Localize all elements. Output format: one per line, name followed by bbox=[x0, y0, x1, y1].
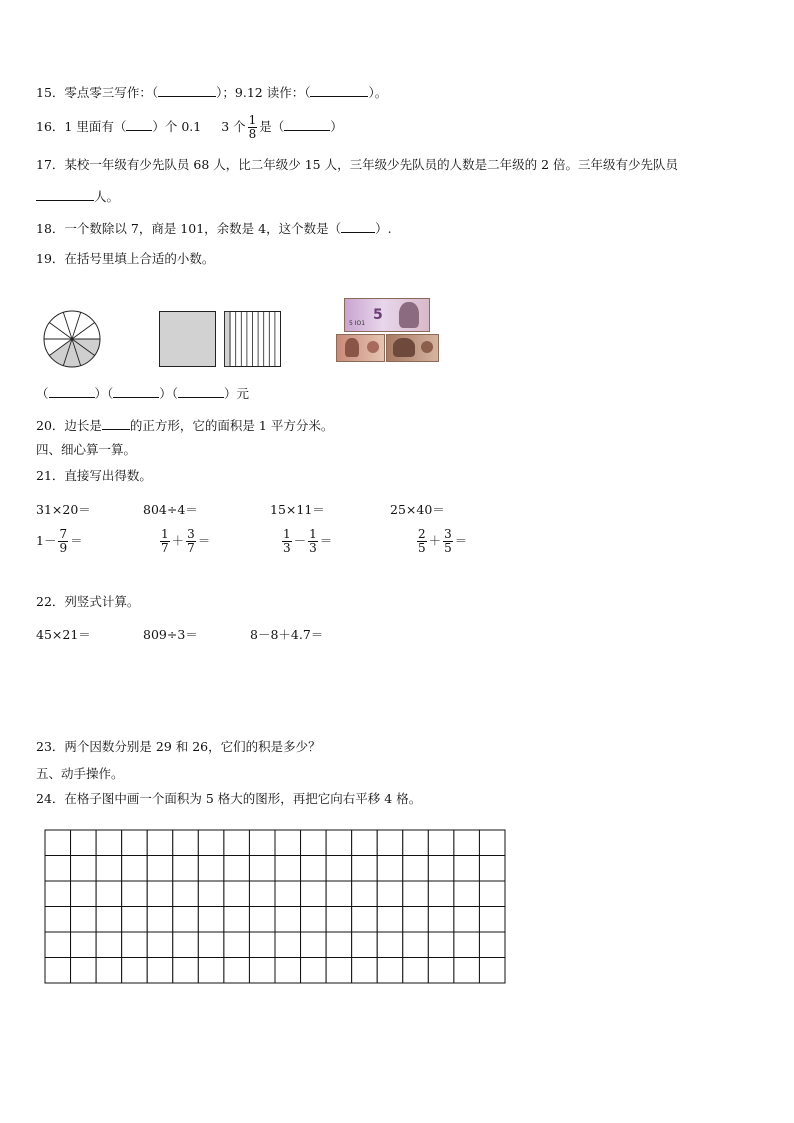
calc-item: 804÷4＝ bbox=[143, 502, 198, 517]
grid-cell[interactable] bbox=[479, 932, 505, 958]
grid-cell[interactable] bbox=[45, 907, 71, 933]
section-heading: 五、动手操作。 bbox=[36, 766, 124, 781]
grid-cell[interactable] bbox=[224, 907, 250, 933]
grid-cell[interactable] bbox=[71, 958, 97, 984]
calc-text: － bbox=[293, 533, 307, 548]
question-text: 零点零三写作：（ bbox=[64, 85, 159, 100]
grid-cell[interactable] bbox=[45, 881, 71, 907]
question-text: 人。 bbox=[94, 189, 120, 204]
fraction bbox=[443, 528, 453, 555]
grid-cell[interactable] bbox=[479, 958, 505, 984]
grid-cell[interactable] bbox=[122, 958, 148, 984]
grid-cell[interactable] bbox=[275, 907, 301, 933]
question-text: ）；9.12 读作：（ bbox=[216, 85, 311, 100]
bracket-text: ）（ bbox=[94, 386, 114, 401]
question-text: 在格子图中画一个面积为 5 格大的图形，再把它向右平移 4 格。 bbox=[64, 791, 422, 806]
portrait-icon bbox=[399, 302, 419, 328]
fraction-calc-item bbox=[415, 527, 467, 555]
grid-cell[interactable] bbox=[454, 958, 480, 984]
calc-text: ＝ bbox=[319, 533, 333, 548]
question-22 bbox=[36, 594, 139, 610]
calc-item: 45×21＝ bbox=[36, 627, 91, 642]
banknote-emblem-icon bbox=[367, 341, 379, 353]
grid-cell[interactable] bbox=[249, 932, 275, 958]
banknote-serial: 5 IO1 bbox=[349, 320, 366, 327]
portrait-icon bbox=[393, 338, 415, 357]
grid-cell[interactable] bbox=[326, 958, 352, 984]
grid-cell[interactable] bbox=[301, 830, 327, 856]
grid-cell[interactable] bbox=[479, 856, 505, 882]
question-text: 列竖式计算。 bbox=[64, 594, 140, 609]
banknote-5-yuan bbox=[344, 298, 430, 332]
grid-cell[interactable] bbox=[96, 830, 122, 856]
grid-cell[interactable] bbox=[352, 830, 378, 856]
grid-cell[interactable] bbox=[428, 958, 454, 984]
grid-cell[interactable] bbox=[147, 907, 173, 933]
grid-cell[interactable] bbox=[454, 932, 480, 958]
question-20 bbox=[36, 417, 333, 434]
grid-cell[interactable] bbox=[275, 932, 301, 958]
question-number: 16． bbox=[36, 119, 65, 134]
fraction-denominator: 3 bbox=[309, 541, 317, 555]
answer-blank[interactable] bbox=[126, 118, 152, 131]
grid-cell[interactable] bbox=[71, 830, 97, 856]
grid-cell[interactable] bbox=[173, 907, 199, 933]
question-15 bbox=[36, 84, 387, 101]
fraction-numerator: 3 bbox=[444, 527, 452, 541]
question-number: 20． bbox=[36, 418, 65, 433]
grid-cell[interactable] bbox=[198, 881, 224, 907]
question-text: ）个 0.1 bbox=[152, 119, 202, 134]
grid-cell[interactable] bbox=[173, 881, 199, 907]
fraction-denominator: 5 bbox=[418, 541, 426, 555]
grid-cell[interactable] bbox=[377, 932, 403, 958]
grid-cell[interactable] bbox=[147, 958, 173, 984]
answer-blank[interactable] bbox=[178, 385, 224, 398]
fraction-calc-item bbox=[36, 527, 83, 555]
grid-cell[interactable] bbox=[198, 830, 224, 856]
question-number: 18． bbox=[36, 221, 65, 236]
question-text: 1 里面有（ bbox=[64, 119, 127, 134]
grid-cell[interactable] bbox=[45, 830, 71, 856]
grid-cell[interactable] bbox=[377, 856, 403, 882]
fraction-denominator: 7 bbox=[187, 541, 195, 555]
grid-cell[interactable] bbox=[326, 907, 352, 933]
question-text: 是（ bbox=[259, 119, 285, 134]
fraction-calc-item bbox=[280, 527, 332, 555]
grid-cell[interactable] bbox=[301, 907, 327, 933]
fraction-numerator: 7 bbox=[59, 527, 68, 541]
question-text: 的正方形，它的面积是 1 平方分米。 bbox=[129, 418, 334, 433]
grid-cell[interactable] bbox=[352, 856, 378, 882]
grid-cell[interactable] bbox=[326, 830, 352, 856]
fraction-numerator: 1 bbox=[309, 527, 317, 541]
grid-cell[interactable] bbox=[428, 856, 454, 882]
grid-cell[interactable] bbox=[377, 958, 403, 984]
question-text: 一个数除以 7，商是 101，余数是 4，这个数是（ bbox=[64, 221, 342, 236]
grid-cell[interactable] bbox=[198, 907, 224, 933]
grid-cell[interactable] bbox=[301, 958, 327, 984]
grid-cell[interactable] bbox=[326, 932, 352, 958]
grid-cell[interactable] bbox=[403, 932, 429, 958]
grid-cell[interactable] bbox=[275, 881, 301, 907]
grid-cell[interactable] bbox=[454, 907, 480, 933]
fraction-denominator: 9 bbox=[59, 541, 68, 555]
question-text: ）. bbox=[375, 221, 392, 236]
grid-cell[interactable] bbox=[301, 881, 327, 907]
grid-cell[interactable] bbox=[198, 932, 224, 958]
question-number: 15． bbox=[36, 85, 65, 100]
grid-cell[interactable] bbox=[71, 881, 97, 907]
fraction bbox=[417, 528, 427, 555]
fraction-denominator: 7 bbox=[161, 541, 169, 555]
question-23 bbox=[36, 739, 321, 755]
calc-text: ＋ bbox=[428, 533, 442, 548]
grid-cell[interactable] bbox=[428, 830, 454, 856]
grid-cell[interactable] bbox=[249, 856, 275, 882]
fraction-calc-item bbox=[158, 527, 210, 555]
whole-square bbox=[160, 312, 216, 367]
grid-cell[interactable] bbox=[173, 830, 199, 856]
grid-cell[interactable] bbox=[147, 830, 173, 856]
calc-text: ＝ bbox=[197, 533, 211, 548]
calc-item: 809÷3＝ bbox=[143, 627, 198, 642]
portrait-icon bbox=[345, 338, 359, 357]
grid-cell[interactable] bbox=[224, 881, 250, 907]
grid-cell[interactable] bbox=[96, 907, 122, 933]
grid-cell[interactable] bbox=[71, 856, 97, 882]
grid-cell[interactable] bbox=[428, 907, 454, 933]
bracket-text: ）元 bbox=[224, 386, 250, 401]
question-18 bbox=[36, 220, 392, 237]
grid-cell[interactable] bbox=[122, 881, 148, 907]
grid-cell[interactable] bbox=[301, 932, 327, 958]
grid-cell[interactable] bbox=[479, 907, 505, 933]
answer-blank[interactable] bbox=[284, 118, 330, 131]
question-24 bbox=[36, 791, 421, 807]
calc-text: ＋ bbox=[171, 533, 185, 548]
fraction bbox=[308, 528, 318, 555]
banknote-value: 5 bbox=[373, 307, 383, 323]
bracket-text: ）（ bbox=[159, 386, 179, 401]
fraction bbox=[282, 528, 292, 555]
section-heading: 四、细心算一算。 bbox=[36, 442, 137, 457]
grid-cell[interactable] bbox=[147, 932, 173, 958]
grid-cell[interactable] bbox=[224, 932, 250, 958]
grid-cell[interactable] bbox=[454, 881, 480, 907]
grid-cell[interactable] bbox=[173, 958, 199, 984]
grid-cell[interactable] bbox=[428, 881, 454, 907]
question-number: 21． bbox=[36, 468, 65, 483]
grid-cell[interactable] bbox=[45, 856, 71, 882]
grid-cell[interactable] bbox=[352, 958, 378, 984]
fraction-numerator: 1 bbox=[283, 527, 291, 541]
question-17-line2 bbox=[36, 188, 119, 205]
grid-cell[interactable] bbox=[45, 958, 71, 984]
grid-cell[interactable] bbox=[122, 932, 148, 958]
fraction-numerator: 1 bbox=[248, 113, 257, 127]
calc-text: ＝ bbox=[454, 533, 468, 548]
grid-cell[interactable] bbox=[122, 907, 148, 933]
question-text: 边长是 bbox=[64, 418, 102, 433]
grid-cell[interactable] bbox=[403, 958, 429, 984]
grid-cell[interactable] bbox=[479, 830, 505, 856]
bracket-text: （ bbox=[36, 386, 49, 401]
shaded-strip bbox=[225, 312, 231, 367]
question-text: ）。 bbox=[368, 85, 388, 100]
question-number: 23． bbox=[36, 739, 65, 754]
calc-item: 25×40＝ bbox=[390, 502, 445, 517]
grid-cell[interactable] bbox=[96, 932, 122, 958]
calc-text: 1－ bbox=[36, 533, 57, 548]
grid-cell[interactable] bbox=[71, 907, 97, 933]
answer-blank[interactable] bbox=[36, 188, 94, 201]
question-17 bbox=[36, 157, 678, 173]
grid-cell[interactable] bbox=[147, 881, 173, 907]
grid-cell[interactable] bbox=[224, 856, 250, 882]
answer-blank[interactable] bbox=[310, 84, 368, 97]
decimal-squares-figure bbox=[158, 310, 284, 368]
grid-cell[interactable] bbox=[275, 830, 301, 856]
fraction-numerator: 2 bbox=[418, 527, 426, 541]
banknote-small-left bbox=[336, 334, 385, 362]
grid-cell[interactable] bbox=[224, 958, 250, 984]
grid-cell[interactable] bbox=[403, 881, 429, 907]
question-number: 22． bbox=[36, 594, 65, 609]
grid-cell[interactable] bbox=[377, 830, 403, 856]
question-19 bbox=[36, 251, 214, 267]
grid-cell[interactable] bbox=[326, 856, 352, 882]
grid-cell[interactable] bbox=[173, 932, 199, 958]
question-19-answers bbox=[36, 385, 249, 402]
question-16 bbox=[36, 113, 343, 141]
grid-cell[interactable] bbox=[352, 932, 378, 958]
calc-item: 15×11＝ bbox=[270, 502, 325, 517]
question-text: 3 个 bbox=[221, 119, 246, 134]
grid-cell[interactable] bbox=[122, 856, 148, 882]
grid-cell[interactable] bbox=[377, 881, 403, 907]
answer-blank[interactable] bbox=[113, 385, 159, 398]
question-number: 19． bbox=[36, 251, 65, 266]
grid-cell[interactable] bbox=[454, 830, 480, 856]
money-figure bbox=[336, 296, 440, 364]
grid-cell[interactable] bbox=[45, 932, 71, 958]
banknote-small-right bbox=[386, 334, 439, 362]
fraction bbox=[186, 528, 196, 555]
grid-cell[interactable] bbox=[377, 907, 403, 933]
grid-cell[interactable] bbox=[173, 856, 199, 882]
answer-blank[interactable] bbox=[341, 220, 375, 233]
grid-cell[interactable] bbox=[249, 881, 275, 907]
grid-cell[interactable] bbox=[352, 881, 378, 907]
grid-cell[interactable] bbox=[96, 958, 122, 984]
answer-blank[interactable] bbox=[49, 385, 95, 398]
fraction-denominator: 8 bbox=[248, 127, 257, 141]
fraction bbox=[160, 528, 170, 555]
grid-cell[interactable] bbox=[122, 830, 148, 856]
fraction bbox=[248, 114, 258, 141]
answer-blank[interactable] bbox=[102, 417, 130, 430]
question-text: ） bbox=[330, 119, 343, 134]
calc-text: ＝ bbox=[70, 533, 83, 548]
grid-cell[interactable] bbox=[275, 856, 301, 882]
question-text: 某校一年级有少先队员 68 人，比二年级少 15 人，三年级少先队员的人数是二年级的 2 倍。三年级有少先队员 bbox=[64, 157, 679, 172]
question-21 bbox=[36, 468, 152, 484]
fraction bbox=[58, 528, 68, 555]
question-number: 17． bbox=[36, 157, 65, 172]
question-number: 24． bbox=[36, 791, 65, 806]
grid-cell[interactable] bbox=[96, 881, 122, 907]
grid-cell[interactable] bbox=[403, 907, 429, 933]
grid-cell[interactable] bbox=[352, 907, 378, 933]
fraction-circle-figure bbox=[42, 309, 102, 369]
question-text: 直接写出得数。 bbox=[64, 468, 152, 483]
banknote-emblem-icon bbox=[421, 341, 433, 353]
fraction-numerator: 3 bbox=[187, 527, 195, 541]
question-text: 两个因数分别是 29 和 26，它们的积是多少？ bbox=[64, 739, 321, 754]
grid-cell[interactable] bbox=[403, 856, 429, 882]
fraction-denominator: 5 bbox=[444, 541, 452, 555]
answer-blank[interactable] bbox=[158, 84, 216, 97]
calc-item: 31×20＝ bbox=[36, 502, 91, 517]
grid-cell[interactable] bbox=[454, 856, 480, 882]
grid-cell[interactable] bbox=[249, 830, 275, 856]
calc-item: 8－8＋4.7＝ bbox=[250, 627, 324, 642]
grid-cell[interactable] bbox=[198, 856, 224, 882]
grid-cell[interactable] bbox=[275, 958, 301, 984]
grid-cell[interactable] bbox=[403, 830, 429, 856]
grid-cell[interactable] bbox=[249, 907, 275, 933]
grid-cell[interactable] bbox=[249, 958, 275, 984]
fraction-denominator: 3 bbox=[283, 541, 291, 555]
grid-cell[interactable] bbox=[326, 881, 352, 907]
fraction-numerator: 1 bbox=[161, 527, 169, 541]
grid-cell[interactable] bbox=[147, 856, 173, 882]
grid-cell[interactable] bbox=[428, 932, 454, 958]
grid-cell[interactable] bbox=[71, 932, 97, 958]
grid-cell[interactable] bbox=[224, 830, 250, 856]
grid-cell[interactable] bbox=[479, 881, 505, 907]
grid-cell[interactable] bbox=[198, 958, 224, 984]
grid-cell[interactable] bbox=[301, 856, 327, 882]
drawing-grid[interactable] bbox=[44, 829, 506, 984]
question-text: 在括号里填上合适的小数。 bbox=[64, 251, 215, 266]
grid-cell[interactable] bbox=[96, 856, 122, 882]
